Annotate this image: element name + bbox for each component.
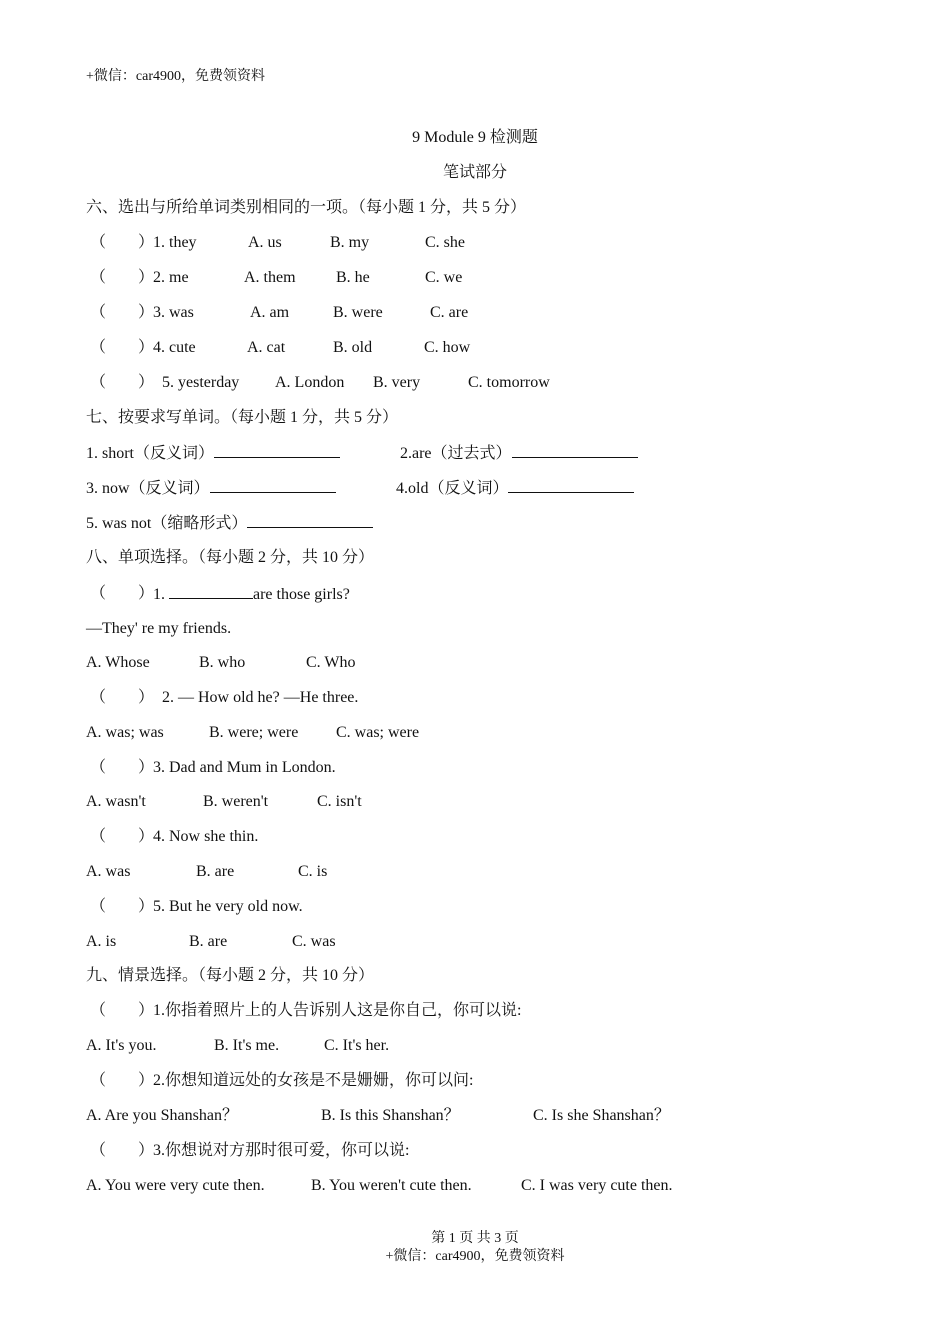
s6-q1-a: A. us: [248, 234, 282, 251]
s6-q2-paren: （ ）: [90, 269, 155, 286]
s6-q1-stem: 1. they: [153, 234, 197, 251]
s9-q1-text: 1.你指着照片上的人告诉别人这是你自己，你可以说:: [153, 1002, 522, 1019]
footer-watermark: +微信：car4900，免费领资料: [385, 1249, 565, 1264]
s7-q4-blank[interactable]: [508, 478, 634, 493]
s9-q1-paren: （ ）: [90, 1002, 155, 1019]
s8-q3-paren: （ ）: [90, 759, 155, 776]
s7-q3-blank[interactable]: [210, 478, 336, 493]
s6-q3-c: C. are: [430, 304, 469, 321]
s8-q4-text: 4. Now she thin.: [153, 828, 259, 845]
s9-q2-text: 2.你想知道远处的女孩是不是姗姗，你可以问:: [153, 1072, 474, 1089]
s9-q2-paren: （ ）: [90, 1072, 155, 1089]
s6-q4-c: C. how: [424, 339, 471, 356]
s8-q1-post: are those girls?: [253, 586, 350, 603]
s9-q1-a: A. It's you.: [86, 1037, 157, 1054]
s7-q1: [86, 443, 340, 464]
page-number: 第 1 页 共 3 页: [431, 1231, 519, 1246]
s7-q1-label: 1. short（反义词）: [86, 445, 215, 462]
s8-q5-a: A. is: [86, 933, 117, 950]
s6-q5-stem: 5. yesterday: [162, 374, 240, 391]
s8-q1-reply: —They' re my friends.: [86, 620, 232, 637]
s6-q2-stem: 2. me: [153, 269, 189, 286]
s9-q2-a: A. Are you Shanshan？: [86, 1107, 238, 1124]
s6-q3-paren: （ ）: [90, 304, 155, 321]
page-title: 9 Module 9 检测题: [412, 129, 538, 146]
s8-q5-b: B. are: [189, 933, 228, 950]
s6-q3-stem: 3. was: [153, 304, 194, 321]
s8-q3-c: C. isn't: [317, 793, 362, 810]
s8-q3-b: B. weren't: [203, 793, 269, 810]
s8-q1-blank[interactable]: [169, 584, 253, 599]
s8-q1-paren: （ ）: [90, 585, 155, 602]
s8-q1-b: B. who: [199, 654, 246, 671]
s6-q1-b: B. my: [330, 234, 370, 251]
s8-q4-a: A. was: [86, 863, 131, 880]
s8-q1: [153, 584, 350, 605]
s7-q4-label: 4.old（反义词）: [396, 480, 509, 497]
s9-q3-b: B. You weren't cute then.: [311, 1177, 472, 1194]
s9-q3-c: C. I was very cute then.: [521, 1177, 673, 1194]
s8-q1-c: C. Who: [306, 654, 356, 671]
s9-q3-paren: （ ）: [90, 1142, 155, 1159]
s8-q4-c: C. is: [298, 863, 328, 880]
s8-q3-text: 3. Dad and Mum in London.: [153, 759, 336, 776]
s7-q3: [86, 478, 336, 499]
s7-q5-label: 5. was not（缩略形式）: [86, 515, 248, 532]
s9-q3-text: 3.你想说对方那时很可爱，你可以说:: [153, 1142, 410, 1159]
section8-heading: 八、单项选择。（每小题 2 分，共 10 分）: [86, 549, 375, 566]
s6-q5-paren: （ ）: [90, 374, 155, 391]
s6-q1-paren: （ ）: [90, 234, 155, 251]
s7-q5: [86, 513, 373, 534]
s7-q2-blank[interactable]: [512, 443, 638, 458]
s8-q2-a: A. was; was: [86, 724, 164, 741]
s9-q1-b: B. It's me.: [214, 1037, 280, 1054]
s6-q5-c: C. tomorrow: [468, 374, 550, 391]
s6-q4-b: B. old: [333, 339, 373, 356]
s6-q3-a: A. am: [250, 304, 290, 321]
s6-q1-c: C. she: [425, 234, 465, 251]
s8-q2-text: 2. — How old he? —He three.: [162, 689, 359, 706]
section7-heading: 七、按要求写单词。（每小题 1 分，共 5 分）: [86, 409, 399, 426]
s7-q2: [400, 443, 638, 464]
s9-q2-c: C. Is she Shanshan？: [533, 1107, 670, 1124]
s8-q5-text: 5. But he very old now.: [153, 898, 303, 915]
s6-q4-paren: （ ）: [90, 339, 155, 356]
section9-heading: 九、情景选择。（每小题 2 分，共 10 分）: [86, 967, 375, 984]
s6-q3-b: B. were: [333, 304, 383, 321]
s9-q2-b: B. Is this Shanshan？: [321, 1107, 460, 1124]
s8-q5-c: C. was: [292, 933, 336, 950]
s8-q2-b: B. were; were: [209, 724, 299, 741]
s6-q2-b: B. he: [336, 269, 370, 286]
s8-q2-paren: （ ）: [90, 689, 155, 706]
section6-heading: 六、选出与所给单词类别相同的一项。（每小题 1 分，共 5 分）: [86, 199, 527, 216]
s9-q1-c: C. It's her.: [324, 1037, 390, 1054]
s7-q5-blank[interactable]: [247, 513, 373, 528]
s9-q3-a: A. You were very cute then.: [86, 1177, 265, 1194]
s7-q1-blank[interactable]: [214, 443, 340, 458]
s7-q4: [396, 478, 634, 499]
s8-q1-pre: 1.: [153, 586, 169, 603]
s8-q1-a: A. Whose: [86, 654, 150, 671]
s6-q2-c: C. we: [425, 269, 463, 286]
s6-q2-a: A. them: [244, 269, 296, 286]
s8-q4-paren: （ ）: [90, 828, 155, 845]
header-watermark: +微信：car4900，免费领资料: [86, 69, 265, 84]
s6-q4-stem: 4. cute: [153, 339, 196, 356]
s6-q4-a: A. cat: [247, 339, 286, 356]
s8-q3-a: A. wasn't: [86, 793, 146, 810]
s6-q5-b: B. very: [373, 374, 421, 391]
s8-q5-paren: （ ）: [90, 898, 155, 915]
s6-q5-a: A. London: [275, 374, 345, 391]
page-subtitle: 笔试部分: [442, 164, 507, 181]
s8-q4-b: B. are: [196, 863, 235, 880]
s8-q2-c: C. was; were: [336, 724, 420, 741]
s7-q2-label: 2.are（过去式）: [400, 445, 512, 462]
s7-q3-label: 3. now（反义词）: [86, 480, 210, 497]
